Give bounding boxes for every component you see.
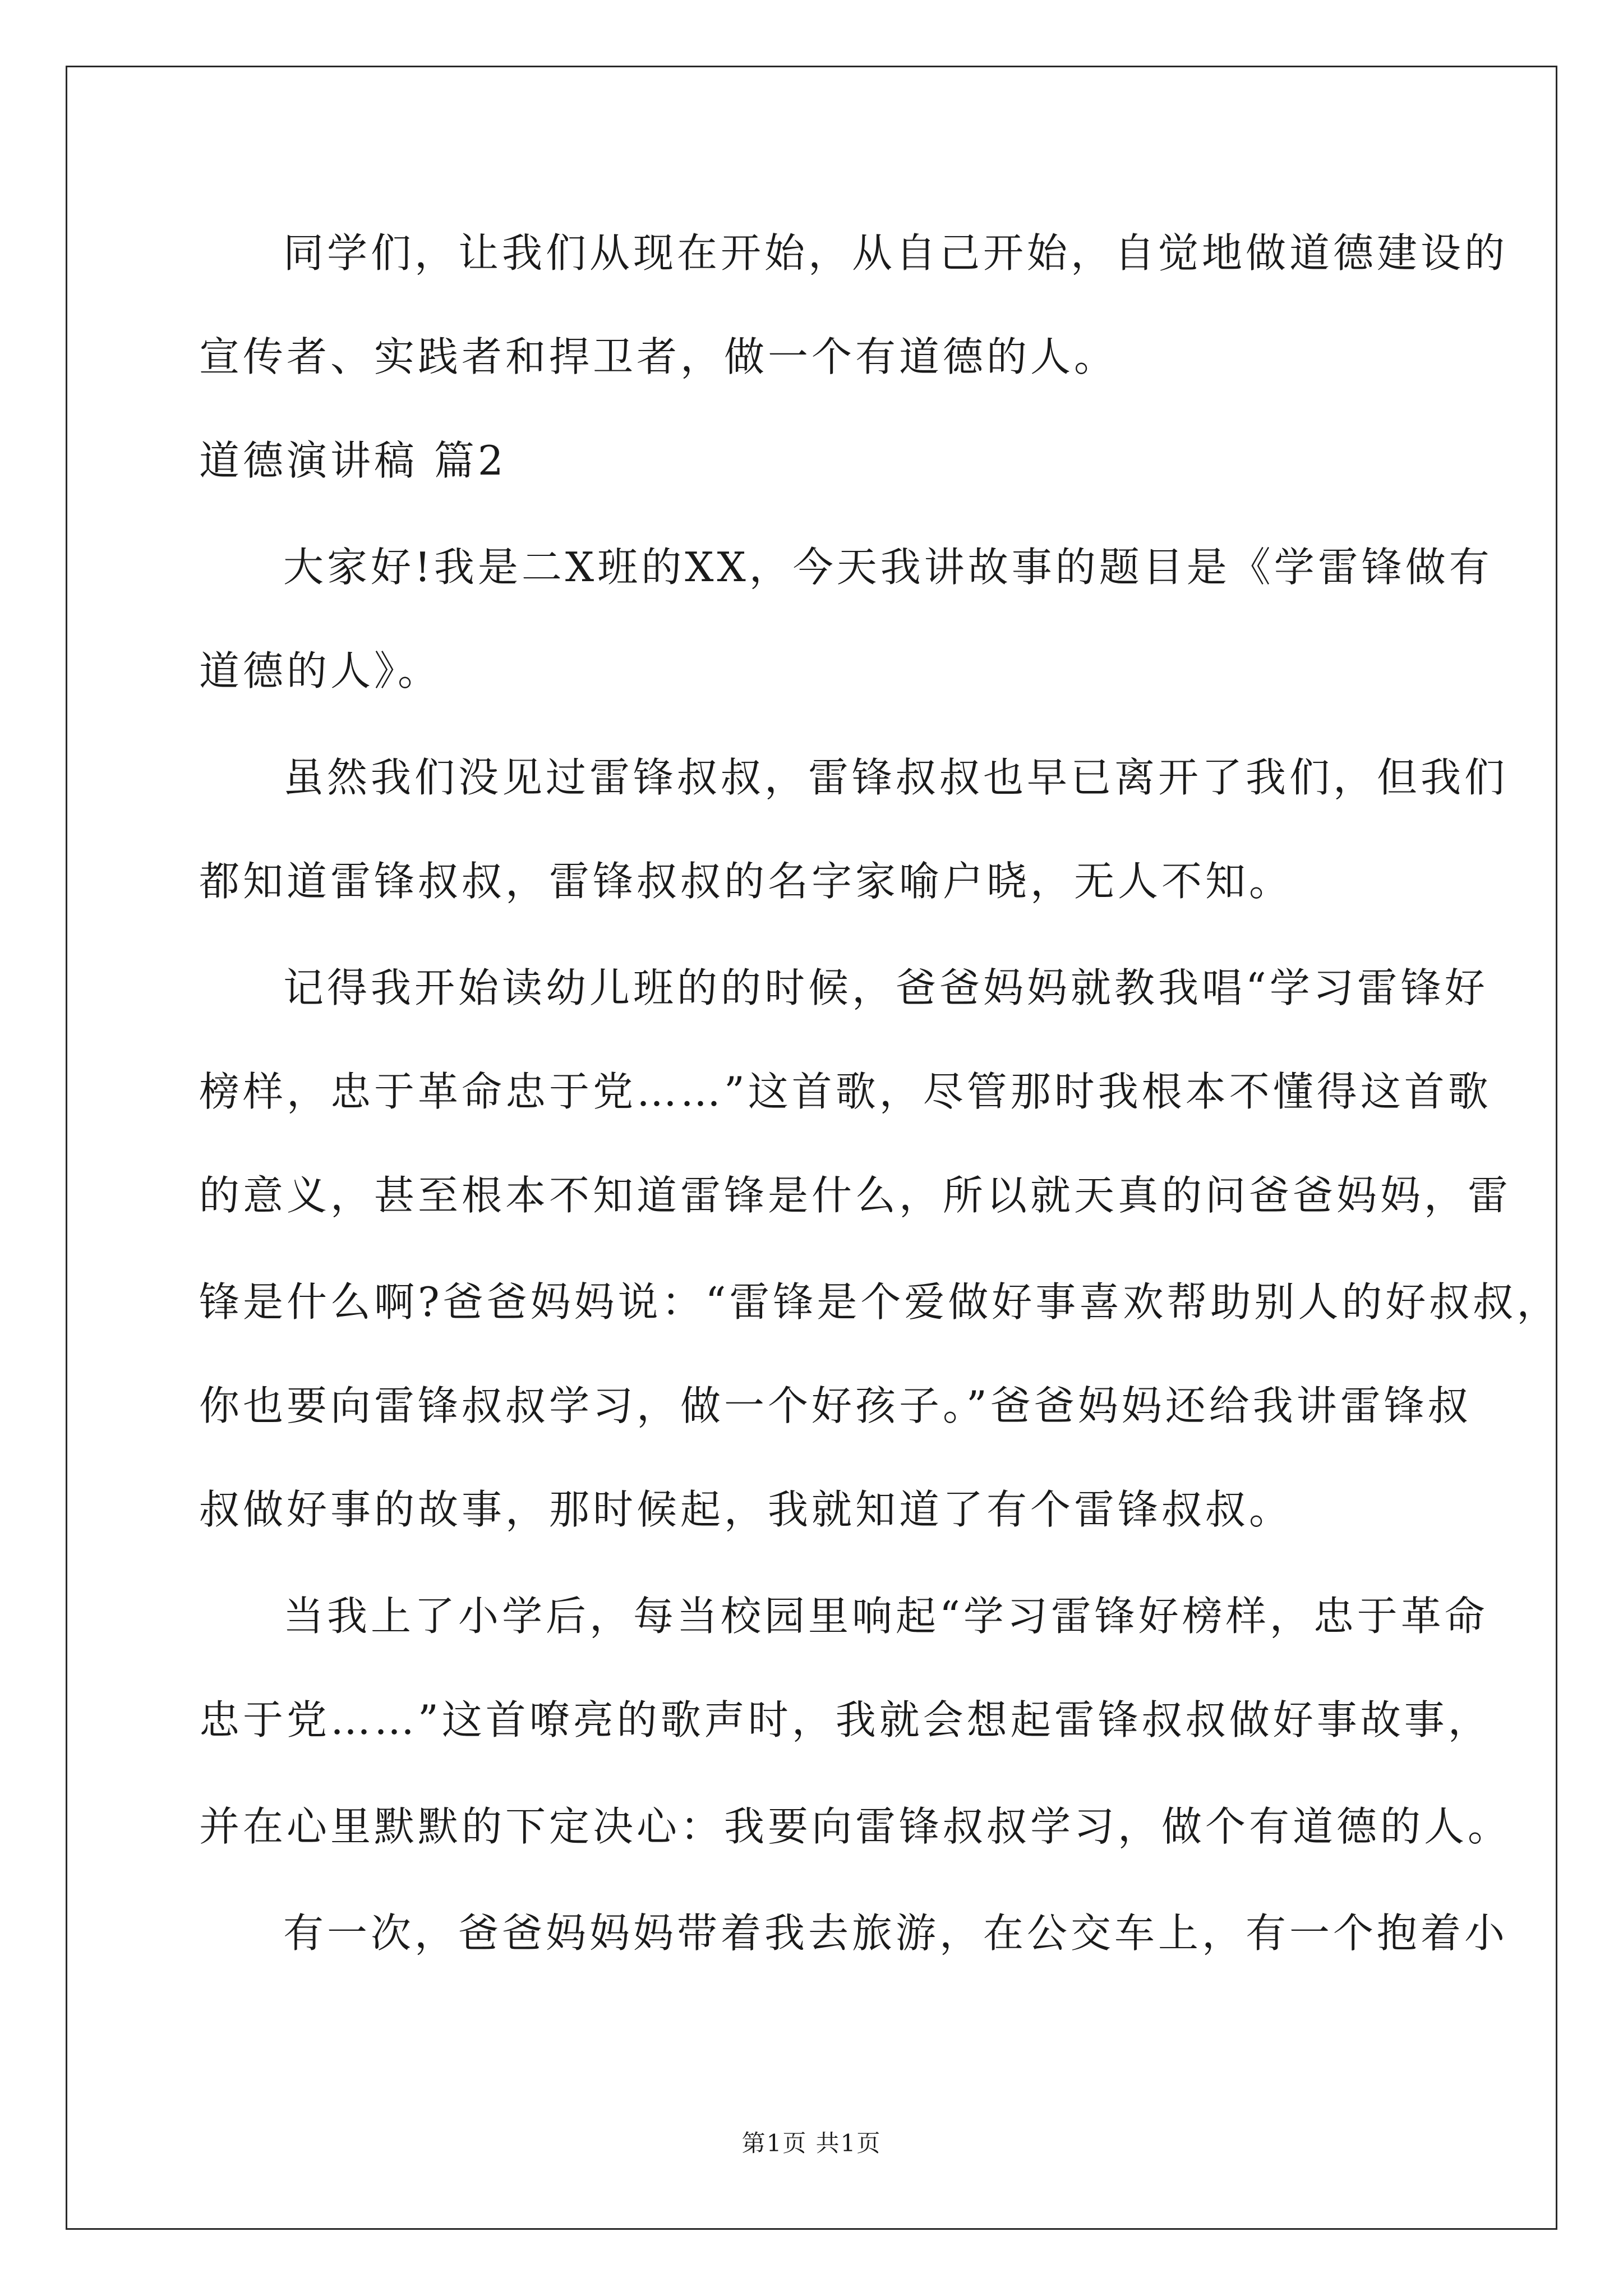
paragraph-3-line-1: 虽然我们没见过雷锋叔叔，雷锋叔叔也早已离开了我们，但我们 xyxy=(283,754,1509,801)
paragraph-4-line-5: 你也要向雷锋叔叔学习，做一个好孩子。”爸爸妈妈还给我讲雷锋叔 xyxy=(199,1382,1472,1429)
page-footer: 第1页 共1页 xyxy=(741,2129,882,2157)
paragraph-4-line-4: 锋是什么啊?爸爸妈妈说：“雷锋是个爱做好事喜欢帮助别人的好叔叔， xyxy=(199,1278,1561,1326)
paragraph-5-line-2: 忠于党……”这首嘹亮的歌声时，我就会想起雷锋叔叔做好事故事， xyxy=(199,1696,1492,1743)
page-border xyxy=(66,66,1557,2230)
paragraph-4-line-6: 叔做好事的故事，那时候起，我就知道了有个雷锋叔叔。 xyxy=(199,1486,1293,1533)
paragraph-3-line-2: 都知道雷锋叔叔，雷锋叔叔的名字家喻户晓，无人不知。 xyxy=(199,858,1293,905)
paragraph-5-line-1: 当我上了小学后，每当校园里响起“学习雷锋好榜样，忠于革命 xyxy=(283,1593,1488,1640)
paragraph-1-line-1: 同学们，让我们从现在开始，从自己开始，自觉地做道德建设的 xyxy=(283,229,1509,277)
paragraph-2-line-2: 道德的人》。 xyxy=(199,647,442,694)
paragraph-6-line-1: 有一次，爸爸妈妈妈带着我去旅游，在公交车上，有一个抱着小 xyxy=(283,1910,1509,1957)
paragraph-5-line-3: 并在心里默默的下定决心：我要向雷锋叔叔学习，做个有道德的人。 xyxy=(199,1803,1512,1850)
section-heading: 道德演讲稿 篇2 xyxy=(199,437,507,484)
paragraph-4-line-1: 记得我开始读幼儿班的的时候，爸爸妈妈就教我唱“学习雷锋好 xyxy=(283,964,1488,1011)
paragraph-4-line-2: 榜样，忠于革命忠于党……”这首歌，尽管那时我根本不懂得这首歌 xyxy=(199,1068,1492,1115)
paragraph-4-line-3: 的意义，甚至根本不知道雷锋是什么，所以就天真的问爸爸妈妈，雷 xyxy=(199,1172,1512,1219)
paragraph-1-line-2: 宣传者、实践者和捍卫者，做一个有道德的人。 xyxy=(199,333,1118,380)
paragraph-2-line-1: 大家好!我是二X班的XX，今天我讲故事的题目是《学雷锋做有 xyxy=(283,544,1493,591)
